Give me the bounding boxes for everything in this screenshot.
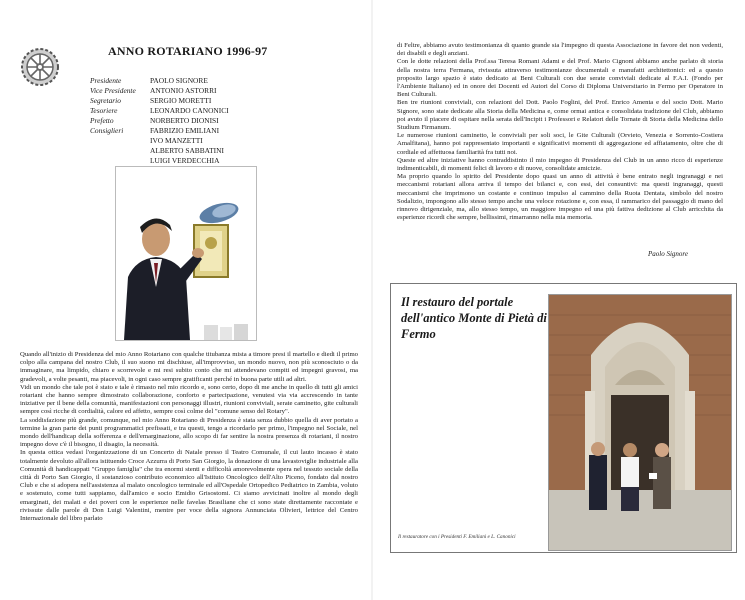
roster-name: NORBERTO DIONISI <box>150 116 219 125</box>
president-photo <box>115 166 257 341</box>
roster-name: LEONARDO CANONICI <box>150 106 229 115</box>
paragraph: Ben tre riunioni conviviali, con relazioni del Dott. Paolo Foglini, del Prof. Enrico Amenta e del socio Dott. Mario Signore, sono state dedicate alla Storia della Medicina e, come ormai antica e consolidata tradizione del Club, abbiamo poi avuto il piacere di ospitare nella serata dell'Incipit i Professori e Relatori delle Tornate di Storia della Medicina dello Studium Firmanum. <box>397 99 723 132</box>
roster-name: FABRIZIO EMILIANI <box>150 126 220 135</box>
left-page <box>0 0 372 600</box>
roster-name: IVO MANZETTI <box>150 136 203 145</box>
paragraph: Quando all'inizio di Presidenza del mio Anno Rotariano con qualche titubanza mista a timore presi il martello e diedi il primo colpo alla campana del nostro Club, il suo suono mi dischiuse, all'improvviso, un mondo nuovo, non più sconosciuto o da immaginare, ma limpido, chiaro e scorrevole e mi resi subito conto che mi attendevano compiti ed impegni gravosi, ma gradevoli, a volte pesanti, ma piacevoli, in ogni caso sempre gratificanti perché in buona parte utili ad altri. <box>20 351 358 383</box>
roster-role: Consiglieri <box>90 126 124 135</box>
roster-role: Vice Presidente <box>90 86 136 95</box>
roster-name: PAOLO SIGNORE <box>150 76 208 85</box>
signature: Paolo Signore <box>648 250 688 258</box>
roster-name: ANTONIO ASTORRI <box>150 86 217 95</box>
left-body-text <box>20 351 358 523</box>
roster-role: Tesoriere <box>90 106 118 115</box>
page-title: ANNO ROTARIANO 1996-97 <box>108 44 268 58</box>
paragraph: Vidi un mondo che tale poi è stato e tale è rimasto nel mio ricordo e, sono certo, dopo di me anche in quello di tutti gli amici rotariani che hanno sempre dimostrato collaborazione, conforto e partecipazione, venutesi via via accrescendo in tante iniziative per il bene della comunità, manifestazioni con personaggi illustri, riunioni conviviali, serate caminetto, gite culturali sempre così ricche di cordialità, calore ed affetto, sempre così colme del "comune senso del Rotary". <box>20 383 358 416</box>
paragraph: Ma proprio quando lo spirito del Presidente dopo quasi un anno di attività è bene entrato negli ingranaggi e nei meccanismi rotariani allora arriva il tempo dei bilanci e, con essi, dei consuntivi: ma questi ingranaggi, questi meccanismi che imprimono un costante e continuo impulso al cammino della Ruota Dentata, simbolo del nostro Sodalizio, impongono allo stesso tempo anche una veloce rotazione e, con essa, il rammarico del passaggio di mano del rinnovo dirigenziale, ma, allo stesso tempo, un maggiore impegno ed una più fattiva dedizione al Club arricchita da esperienze ricordi che sempre, bellissimi, rimarranno nella mia memoria. <box>397 173 723 222</box>
article-box <box>390 283 737 553</box>
roster-role: Prefetto <box>90 116 114 125</box>
paragraph: Con le dotte relazioni della Prof.ssa Teresa Romani Adami e del Prof. Mario Cignoni abbiamo anche parlato di storia della nostra terra Fermana, rivissuta attraverso testimonianze documentali e manufatti architettonici: ed a questo proposito largo spazio è stato dedicato ai Beni Culturali con due serate conviviali dedicate al F.A.I. (Fondo per l'Ambiente Italiano) ed in onore dei Docenti ed Autori del Corso di Diploma Universitario in Fermo per Operatore in Beni Culturali. <box>397 58 723 99</box>
roster-role: Presidente <box>90 76 122 85</box>
roster-name: SERGIO MORETTI <box>150 96 212 105</box>
roster-name: LUIGI VERDECCHIA <box>150 156 220 165</box>
portal-photo <box>548 294 732 551</box>
article-title: Il restauro del portale dell'antico Monte di Pietà di Fermo <box>401 295 547 341</box>
rotary-wheel-icon <box>20 47 60 87</box>
roster-name: ALBERTO SABBATINI <box>150 146 224 155</box>
right-page <box>373 0 745 600</box>
paragraph: In questa ottica vedasi l'organizzazione di un Concerto di Natale presso il Teatro Comunale, il cui lauto incasso è stato totalmente devoluto all'allora istituendo Croce Azzurra di Porto San Giorgio, la donazione di una lavastoviglie industriale alla Comunità di handicappati "Gruppo famiglia" che tra enormi stenti e difficoltà amorevolmente opera nel tessuto sociale della città di Porto San Giorgio, il sostanzioso contributo economico all'Istituto Oncologico dell'Alto Piceno, fondato dal nostro Club e che si adopera nell'assistenza al malato oncologico terminale ed all'Ospedale Ortopedico Pediatrico in Zambia, voluto e sostenuto, come tutti sappiamo, dall'amico e socio Emidio Grisostomi. Ci siamo avvicinati inoltre al mondo degli emarginati, dei malati e dei poveri con le esperienze nelle favelas Brasiliane che ci sono state direttamente raccontate e rivissute dalle parole di Don Luigi Valentini, mentre per voce della signora Annunciata Olivieri, lettrice del Centro Internazionale del libro parlato <box>20 449 358 523</box>
paragraph: Le numerose riunioni caminetto, le conviviali per soli soci, le Gite Culturali (Orvieto, Venezia e Sorrento-Costiera Amalfitana), hanno poi rappresentato importanti e significativi momenti di aggregazione ed affiatamento, oltre che di cordiale ed affettuosa familiarità fra tutti noi. <box>397 132 723 156</box>
photo-caption: Il restauratore con i Presidenti F. Emiliani e L. Canonici <box>398 534 516 540</box>
paragraph: La soddisfazione più grande, comunque, nel mio Anno Rotariano di Presidenza è stata senza dubbio quella di aver portato a termine la gran parte dei punti programmatici prefissati, e tra questi, tengo a ricordarlo per primo, l'impegno nel Sociale, nel mondo dell'handicap della sofferenza e dell'emarginazione, allo scopo di far sentire la nostra presenza di rotariani, il nostro impegno dove c'è il bisogno, il disagio, la necessità. <box>20 416 358 449</box>
paragraph: di Feltre, abbiamo avuto testimonianza di quanto grande sia l'impegno di questa Associazione in favore dei non vedenti, dei disabili e degli anziani. <box>397 42 723 58</box>
paragraph: Queste ed altre iniziative hanno contraddistinto il mio impegno di Presidenza del Club in un anno ricco di esperienze indimenticabili, di momenti felici di lavoro e di nuove, consolidate amicizie. <box>397 156 723 173</box>
right-body-text <box>397 42 723 222</box>
roster-role: Segretario <box>90 96 121 105</box>
